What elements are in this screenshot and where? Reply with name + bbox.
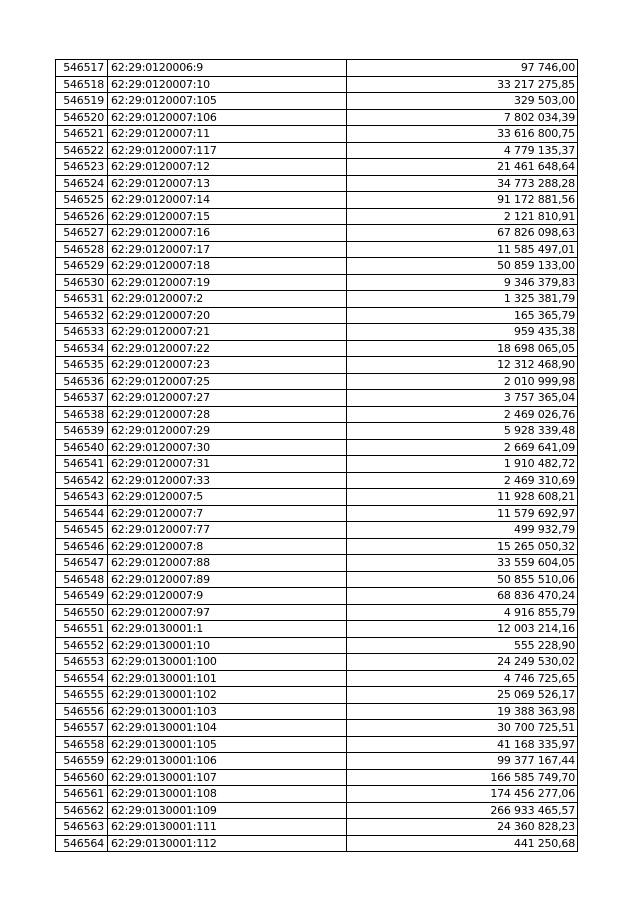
cadastral-number-cell: 62:29:0130001:108	[108, 786, 347, 803]
row-number-cell: 546540	[56, 439, 108, 456]
table-row	[56, 489, 578, 506]
row-number-cell: 546521	[56, 126, 108, 143]
cadastral-value-cell: 68 836 470,24	[347, 588, 578, 605]
cadastral-number-cell: 62:29:0120007:18	[108, 258, 347, 275]
cadastral-number-cell: 62:29:0130001:101	[108, 670, 347, 687]
cadastral-number-cell: 62:29:0130001:107	[108, 769, 347, 786]
row-number-cell: 546562	[56, 802, 108, 819]
cadastral-value-cell: 4 746 725,65	[347, 670, 578, 687]
cadastral-value-cell: 21 461 648,64	[347, 159, 578, 176]
cadastral-value-cell: 329 503,00	[347, 93, 578, 110]
cadastral-number-cell: 62:29:0130001:112	[108, 835, 347, 852]
row-number-cell: 546526	[56, 208, 108, 225]
cadastral-number-cell: 62:29:0120007:97	[108, 604, 347, 621]
table-row	[56, 769, 578, 786]
table-row	[56, 225, 578, 242]
row-number-cell: 546522	[56, 142, 108, 159]
table-row	[56, 258, 578, 275]
cadastral-value-cell: 33 217 275,85	[347, 76, 578, 93]
cadastral-value-cell: 174 456 277,06	[347, 786, 578, 803]
row-number-cell: 546555	[56, 687, 108, 704]
row-number-cell: 546541	[56, 456, 108, 473]
cadastral-value-cell: 50 859 133,00	[347, 258, 578, 275]
cadastral-value-cell: 11 585 497,01	[347, 241, 578, 258]
table-row	[56, 522, 578, 539]
table-row	[56, 588, 578, 605]
table-row	[56, 753, 578, 770]
cadastral-number-cell: 62:29:0120007:23	[108, 357, 347, 374]
table-row	[56, 802, 578, 819]
cadastral-number-cell: 62:29:0120007:105	[108, 93, 347, 110]
cadastral-value-cell: 499 932,79	[347, 522, 578, 539]
cadastral-value-cell: 34 773 288,28	[347, 175, 578, 192]
cadastral-value-cell: 15 265 050,32	[347, 538, 578, 555]
cadastral-number-cell: 62:29:0120007:117	[108, 142, 347, 159]
row-number-cell: 546553	[56, 654, 108, 671]
cadastral-number-cell: 62:29:0120007:21	[108, 324, 347, 341]
cadastral-number-cell: 62:29:0130001:10	[108, 637, 347, 654]
row-number-cell: 546525	[56, 192, 108, 209]
cadastral-value-cell: 7 802 034,39	[347, 109, 578, 126]
table-row	[56, 472, 578, 489]
table-row	[56, 505, 578, 522]
row-number-cell: 546551	[56, 621, 108, 638]
row-number-cell: 546560	[56, 769, 108, 786]
cadastral-value-cell: 11 579 692,97	[347, 505, 578, 522]
cadastral-value-cell: 441 250,68	[347, 835, 578, 852]
cadastral-number-cell: 62:29:0120007:77	[108, 522, 347, 539]
row-number-cell: 546539	[56, 423, 108, 440]
row-number-cell: 546520	[56, 109, 108, 126]
table-row	[56, 357, 578, 374]
cadastral-value-cell: 12 312 468,90	[347, 357, 578, 374]
cadastral-number-cell: 62:29:0120006:9	[108, 60, 347, 77]
cadastral-number-cell: 62:29:0120007:31	[108, 456, 347, 473]
row-number-cell: 546563	[56, 819, 108, 836]
table-row	[56, 687, 578, 704]
table-row	[56, 604, 578, 621]
cadastral-number-cell: 62:29:0120007:9	[108, 588, 347, 605]
cadastral-value-cell: 19 388 363,98	[347, 703, 578, 720]
table-row	[56, 307, 578, 324]
cadastral-number-cell: 62:29:0120007:13	[108, 175, 347, 192]
table-row	[56, 670, 578, 687]
cadastral-value-cell: 24 249 530,02	[347, 654, 578, 671]
row-number-cell: 546518	[56, 76, 108, 93]
row-number-cell: 546549	[56, 588, 108, 605]
table-row	[56, 456, 578, 473]
table-row	[56, 274, 578, 291]
cadastral-value-cell: 12 003 214,16	[347, 621, 578, 638]
cadastral-value-cell: 266 933 465,57	[347, 802, 578, 819]
cadastral-value-cell: 97 746,00	[347, 60, 578, 77]
row-number-cell: 546532	[56, 307, 108, 324]
cadastral-value-cell: 2 469 026,76	[347, 406, 578, 423]
row-number-cell: 546557	[56, 720, 108, 737]
cadastral-value-cell: 555 228,90	[347, 637, 578, 654]
row-number-cell: 546528	[56, 241, 108, 258]
cadastral-value-cell: 33 616 800,75	[347, 126, 578, 143]
table-row	[56, 76, 578, 93]
cadastral-value-cell: 33 559 604,05	[347, 555, 578, 572]
table-row	[56, 703, 578, 720]
table-row	[56, 819, 578, 836]
cadastral-number-cell: 62:29:0120007:11	[108, 126, 347, 143]
row-number-cell: 546529	[56, 258, 108, 275]
row-number-cell: 546564	[56, 835, 108, 852]
table-row	[56, 621, 578, 638]
row-number-cell: 546561	[56, 786, 108, 803]
cadastral-value-cell: 24 360 828,23	[347, 819, 578, 836]
cadastral-number-cell: 62:29:0130001:100	[108, 654, 347, 671]
cadastral-number-cell: 62:29:0120007:29	[108, 423, 347, 440]
cadastral-value-cell: 18 698 065,05	[347, 340, 578, 357]
row-number-cell: 546542	[56, 472, 108, 489]
cadastral-number-cell: 62:29:0120007:33	[108, 472, 347, 489]
table-body	[56, 60, 578, 852]
cadastral-number-cell: 62:29:0120007:12	[108, 159, 347, 176]
table-row	[56, 373, 578, 390]
row-number-cell: 546517	[56, 60, 108, 77]
row-number-cell: 546534	[56, 340, 108, 357]
cadastral-number-cell: 62:29:0130001:111	[108, 819, 347, 836]
table-row	[56, 60, 578, 77]
table-row	[56, 208, 578, 225]
cadastral-number-cell: 62:29:0120007:28	[108, 406, 347, 423]
table-row	[56, 439, 578, 456]
cadastral-value-cell: 50 855 510,06	[347, 571, 578, 588]
cadastral-value-cell: 2 469 310,69	[347, 472, 578, 489]
cadastral-value-cell: 25 069 526,17	[347, 687, 578, 704]
cadastral-number-cell: 62:29:0130001:103	[108, 703, 347, 720]
cadastral-number-cell: 62:29:0130001:106	[108, 753, 347, 770]
table-row	[56, 192, 578, 209]
cadastral-value-cell: 30 700 725,51	[347, 720, 578, 737]
cadastral-value-cell: 11 928 608,21	[347, 489, 578, 506]
row-number-cell: 546533	[56, 324, 108, 341]
cadastral-value-cell: 2 121 810,91	[347, 208, 578, 225]
cadastral-value-cell: 3 757 365,04	[347, 390, 578, 407]
cadastral-number-cell: 62:29:0120007:88	[108, 555, 347, 572]
table-row	[56, 423, 578, 440]
table-row	[56, 786, 578, 803]
table-row	[56, 406, 578, 423]
cadastral-number-cell: 62:29:0130001:105	[108, 736, 347, 753]
row-number-cell: 546558	[56, 736, 108, 753]
table-row	[56, 720, 578, 737]
table-row	[56, 637, 578, 654]
cadastral-number-cell: 62:29:0120007:7	[108, 505, 347, 522]
row-number-cell: 546559	[56, 753, 108, 770]
cadastral-number-cell: 62:29:0130001:102	[108, 687, 347, 704]
table-row	[56, 126, 578, 143]
cadastral-number-cell: 62:29:0120007:17	[108, 241, 347, 258]
cadastral-value-cell: 5 928 339,48	[347, 423, 578, 440]
row-number-cell: 546546	[56, 538, 108, 555]
row-number-cell: 546523	[56, 159, 108, 176]
row-number-cell: 546547	[56, 555, 108, 572]
row-number-cell: 546537	[56, 390, 108, 407]
cadastral-number-cell: 62:29:0120007:89	[108, 571, 347, 588]
table-row	[56, 538, 578, 555]
cadastral-number-cell: 62:29:0130001:104	[108, 720, 347, 737]
row-number-cell: 546530	[56, 274, 108, 291]
cadastral-number-cell: 62:29:0120007:22	[108, 340, 347, 357]
cadastral-value-cell: 9 346 379,83	[347, 274, 578, 291]
row-number-cell: 546524	[56, 175, 108, 192]
cadastral-number-cell: 62:29:0120007:8	[108, 538, 347, 555]
row-number-cell: 546535	[56, 357, 108, 374]
cadastral-number-cell: 62:29:0130001:109	[108, 802, 347, 819]
table-row	[56, 142, 578, 159]
table-row	[56, 109, 578, 126]
cadastral-number-cell: 62:29:0120007:2	[108, 291, 347, 308]
row-number-cell: 546527	[56, 225, 108, 242]
cadastral-value-cell: 165 365,79	[347, 307, 578, 324]
cadastral-number-cell: 62:29:0120007:30	[108, 439, 347, 456]
row-number-cell: 546519	[56, 93, 108, 110]
row-number-cell: 546531	[56, 291, 108, 308]
cadastral-value-cell: 959 435,38	[347, 324, 578, 341]
cadastral-value-table	[55, 59, 578, 852]
cadastral-value-cell: 99 377 167,44	[347, 753, 578, 770]
row-number-cell: 546548	[56, 571, 108, 588]
row-number-cell: 546552	[56, 637, 108, 654]
cadastral-value-cell: 2 669 641,09	[347, 439, 578, 456]
row-number-cell: 546554	[56, 670, 108, 687]
cadastral-number-cell: 62:29:0120007:16	[108, 225, 347, 242]
cadastral-number-cell: 62:29:0120007:106	[108, 109, 347, 126]
table-row	[56, 390, 578, 407]
table-row	[56, 175, 578, 192]
table-row	[56, 555, 578, 572]
cadastral-number-cell: 62:29:0120007:19	[108, 274, 347, 291]
table-row	[56, 291, 578, 308]
table-row	[56, 241, 578, 258]
table-row	[56, 835, 578, 852]
table-row	[56, 340, 578, 357]
cadastral-number-cell: 62:29:0120007:5	[108, 489, 347, 506]
row-number-cell: 546536	[56, 373, 108, 390]
cadastral-value-cell: 1 910 482,72	[347, 456, 578, 473]
cadastral-number-cell: 62:29:0130001:1	[108, 621, 347, 638]
row-number-cell: 546556	[56, 703, 108, 720]
cadastral-number-cell: 62:29:0120007:27	[108, 390, 347, 407]
cadastral-value-cell: 1 325 381,79	[347, 291, 578, 308]
row-number-cell: 546544	[56, 505, 108, 522]
row-number-cell: 546550	[56, 604, 108, 621]
cadastral-value-cell: 67 826 098,63	[347, 225, 578, 242]
cadastral-number-cell: 62:29:0120007:14	[108, 192, 347, 209]
cadastral-number-cell: 62:29:0120007:20	[108, 307, 347, 324]
table-row	[56, 571, 578, 588]
table-row	[56, 736, 578, 753]
table-row	[56, 654, 578, 671]
table-row	[56, 159, 578, 176]
table-row	[56, 93, 578, 110]
cadastral-value-cell: 4 916 855,79	[347, 604, 578, 621]
row-number-cell: 546545	[56, 522, 108, 539]
cadastral-value-cell: 41 168 335,97	[347, 736, 578, 753]
cadastral-value-cell: 2 010 999,98	[347, 373, 578, 390]
cadastral-number-cell: 62:29:0120007:15	[108, 208, 347, 225]
cadastral-value-cell: 91 172 881,56	[347, 192, 578, 209]
cadastral-value-cell: 4 779 135,37	[347, 142, 578, 159]
cadastral-value-cell: 166 585 749,70	[347, 769, 578, 786]
row-number-cell: 546538	[56, 406, 108, 423]
cadastral-number-cell: 62:29:0120007:10	[108, 76, 347, 93]
row-number-cell: 546543	[56, 489, 108, 506]
cadastral-number-cell: 62:29:0120007:25	[108, 373, 347, 390]
table-row	[56, 324, 578, 341]
